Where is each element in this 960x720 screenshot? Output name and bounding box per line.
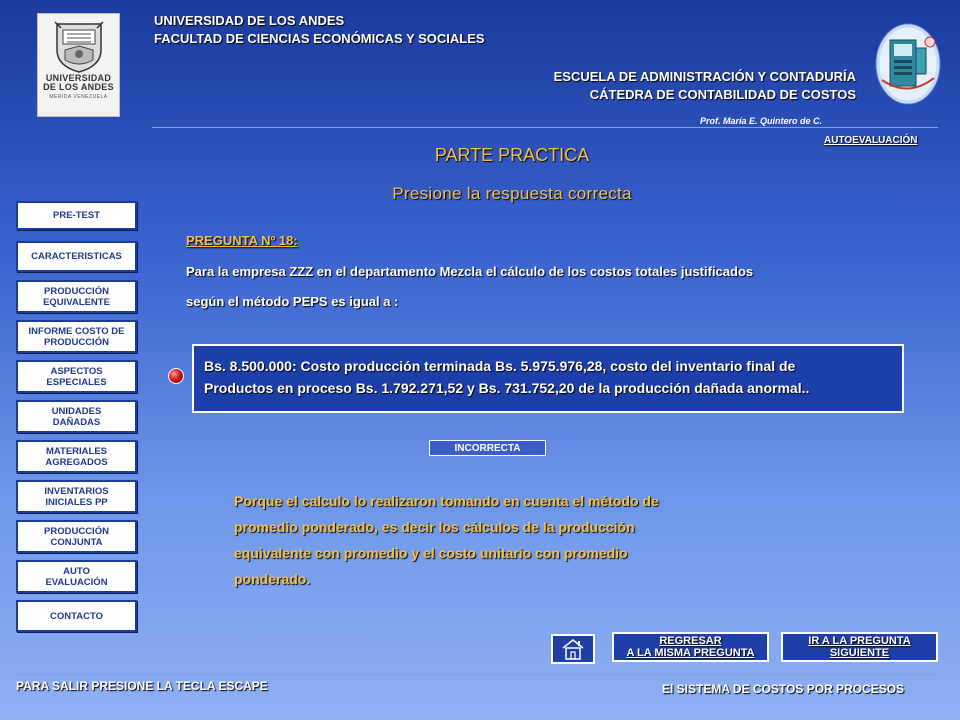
question-line-1: Para la empresa ZZZ en el departamento Mezcla el cálculo de los costos totales justificados	[186, 264, 754, 279]
nav-label: CARACTERISTICAS	[31, 251, 122, 262]
school-name: ESCUELA DE ADMINISTRACIÓN Y CONTADURÍA	[553, 69, 856, 84]
nav-auto-evaluacion[interactable]	[16, 560, 137, 593]
nav-label: MATERIALES AGREGADOS	[45, 445, 108, 468]
next-question-button[interactable]	[781, 632, 938, 662]
nav-label: CONTACTO	[50, 610, 103, 622]
system-title: El SISTEMA DE COSTOS POR PROCESOS	[662, 682, 905, 696]
logo-text-3: MERIDA VENEZUELA	[49, 94, 108, 100]
nav-label: ASPECTOS ESPECIALES	[46, 365, 107, 388]
page-subtitle: Presione la respuesta correcta	[392, 184, 632, 203]
nav-pre-test[interactable]	[16, 201, 137, 230]
nav-materiales-agregados[interactable]	[16, 440, 137, 473]
logo-text-2: DE LOS ANDES	[43, 82, 114, 92]
nav-label: AUTO EVALUACIÓN	[45, 565, 108, 588]
bullet-icon[interactable]	[168, 368, 184, 384]
back-to-question-button[interactable]	[612, 632, 769, 662]
footer-divider	[16, 674, 938, 675]
answer-option[interactable]	[192, 344, 904, 413]
explanation-line-3: equivalente con promedio y el costo unitario con promedio	[234, 545, 628, 561]
computer-icon	[872, 18, 944, 108]
nav-caracteristicas[interactable]	[16, 241, 137, 272]
nav-label: PRODUCCIÓN EQUIVALENTE	[43, 285, 110, 308]
faculty-name: FACULTAD DE CIENCIAS ECONÓMICAS Y SOCIALES	[154, 31, 485, 46]
answer-line-1: Bs. 8.500.000: Costo producción terminada Bs. 5.975.976,28, costo del inventario final de	[204, 358, 796, 374]
question-heading: PREGUNTA Nº 18:	[186, 233, 298, 248]
explanation-line-1: Porque el calculo lo realizaron tomando en cuenta el método de	[234, 493, 659, 509]
logo-text-1: UNIVERSIDAD	[45, 73, 112, 83]
nav-inventarios-iniciales[interactable]	[16, 480, 137, 513]
exit-instructions: PARA SALIR PRESIONE LA TECLA ESCAPE	[16, 679, 268, 693]
next-label-1: IR A LA PREGUNTA	[808, 635, 911, 647]
back-label-2: A LA MISMA PREGUNTA	[626, 647, 755, 659]
home-icon	[560, 637, 586, 661]
home-button[interactable]	[551, 634, 595, 664]
nav-aspectos-especiales[interactable]	[16, 360, 137, 393]
nav-produccion-equivalente[interactable]	[16, 280, 137, 313]
nav-label: UNIDADES DAÑADAS	[51, 405, 102, 428]
next-label-2: SIGUIENTE	[829, 647, 890, 659]
page-title: PARTE PRACTICA	[434, 145, 590, 165]
nav-label: INFORME COSTO DE PRODUCCIÓN	[28, 325, 125, 348]
autoevaluacion-link[interactable]: AUTOEVALUACIÓN	[824, 135, 918, 146]
header-divider	[152, 127, 938, 128]
back-label-1: REGRESAR	[659, 635, 722, 647]
university-name: UNIVERSIDAD DE LOS ANDES	[154, 13, 345, 28]
shield-icon	[53, 20, 105, 74]
university-logo	[37, 13, 120, 117]
question-text	[186, 257, 926, 317]
result-badge: INCORRECTA	[429, 440, 546, 456]
professor-name: Prof. María E. Quintero de C.	[700, 116, 823, 126]
chair-name: CÁTEDRA DE CONTABILIDAD DE COSTOS	[589, 87, 856, 102]
answer-line-2: Productos en proceso Bs. 1.792.271,52 y Bs. 731.752,20 de la producción dañada anormal..	[204, 380, 810, 396]
nav-informe-costo[interactable]	[16, 320, 137, 353]
nav-contacto[interactable]	[16, 600, 137, 632]
explanation-line-4: ponderado.	[234, 571, 311, 587]
question-line-2: según el método PEPS es igual a :	[186, 294, 399, 309]
nav-label: PRODUCCIÓN CONJUNTA	[44, 525, 109, 548]
nav-label: PRE-TEST	[53, 210, 100, 221]
nav-label: INVENTARIOS INICIALES PP	[44, 485, 109, 508]
explanation-text	[234, 488, 754, 592]
explanation-line-2: promedio ponderado, es decir los cálculos de la producción	[234, 519, 635, 535]
nav-produccion-conjunta[interactable]	[16, 520, 137, 553]
nav-unidades-danadas[interactable]	[16, 400, 137, 433]
